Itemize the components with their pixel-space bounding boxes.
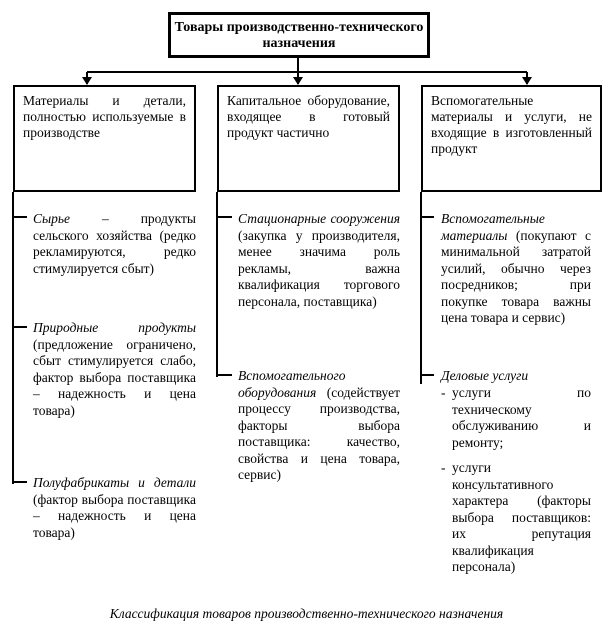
- item-term: Полуфабрикаты и детали: [33, 475, 196, 490]
- list-item: [238, 368, 400, 484]
- item-term: Деловые услуги: [441, 368, 529, 383]
- category-box-capital-equipment: [217, 85, 400, 192]
- item-term: Стационарные сооружения: [238, 211, 400, 226]
- item-desc: (фактор выбора поставщика – надежность и цена товара): [33, 491, 196, 540]
- item-desc: (предложение ограничено, сбыт стимулируется слабо, фактор выбора поставщика – надежность и цена товара): [33, 336, 196, 418]
- item-desc: – продукты сельского хозяйства (редко рекламируются, редко стимулируется сбыт): [33, 211, 196, 276]
- sub-list-item: [452, 460, 591, 576]
- list-item: [33, 320, 196, 419]
- arrowhead-3: [522, 77, 532, 85]
- caption-text: Классификация товаров производственно-технического назначения: [109, 606, 504, 621]
- category-label: Капитальное оборудование, входящее в готовый продукт частично: [227, 93, 390, 140]
- diagram-caption: [0, 606, 613, 622]
- arrowhead-2: [293, 77, 303, 85]
- root-title: Товары производственно-технического назначения: [174, 20, 424, 51]
- list-item: [33, 475, 196, 541]
- category-box-materials: [13, 85, 196, 192]
- root-box: [168, 12, 430, 58]
- item-term: Вспомогательные материалы: [441, 211, 545, 243]
- dash-marker: -: [441, 385, 446, 400]
- item-term: Сырье: [33, 211, 71, 226]
- sub-item-text: услуги по техническому обслуживанию и ремонту;: [452, 385, 591, 450]
- item-desc: (покупают с минимальной затратой усилий, обычно через посредников; при покупке товара важны цена товара и сервис): [441, 227, 591, 325]
- arrowhead-1: [82, 77, 92, 85]
- list-item: [441, 211, 591, 327]
- item-term: Природные продукты: [33, 320, 196, 335]
- item-desc: (закупка у производителя, менее значима роль рекламы, важна квалификация торгового персонала, поставщика): [238, 227, 400, 309]
- sub-item-text: услуги консультативного характера (факторы выбора поставщиков: их репутация квалификация персонала): [452, 460, 591, 574]
- dash-marker: -: [441, 460, 446, 475]
- list-item: [33, 211, 196, 277]
- list-item: [238, 211, 400, 310]
- category-box-auxiliary: [421, 85, 602, 192]
- item-desc: (содействует процессу производства, факторы выбора поставщика: качество, свойства и цена товара, сервис): [238, 384, 400, 482]
- category-label: Вспомогательные материалы и услуги, не входящие в изготовленный продукт: [431, 93, 592, 156]
- sub-list-item: [452, 385, 591, 451]
- item-term: Вспомогательного оборудования: [238, 368, 346, 400]
- list-item: [441, 368, 591, 385]
- category-label: Материалы и детали, полностью используемые в производстве: [23, 93, 186, 140]
